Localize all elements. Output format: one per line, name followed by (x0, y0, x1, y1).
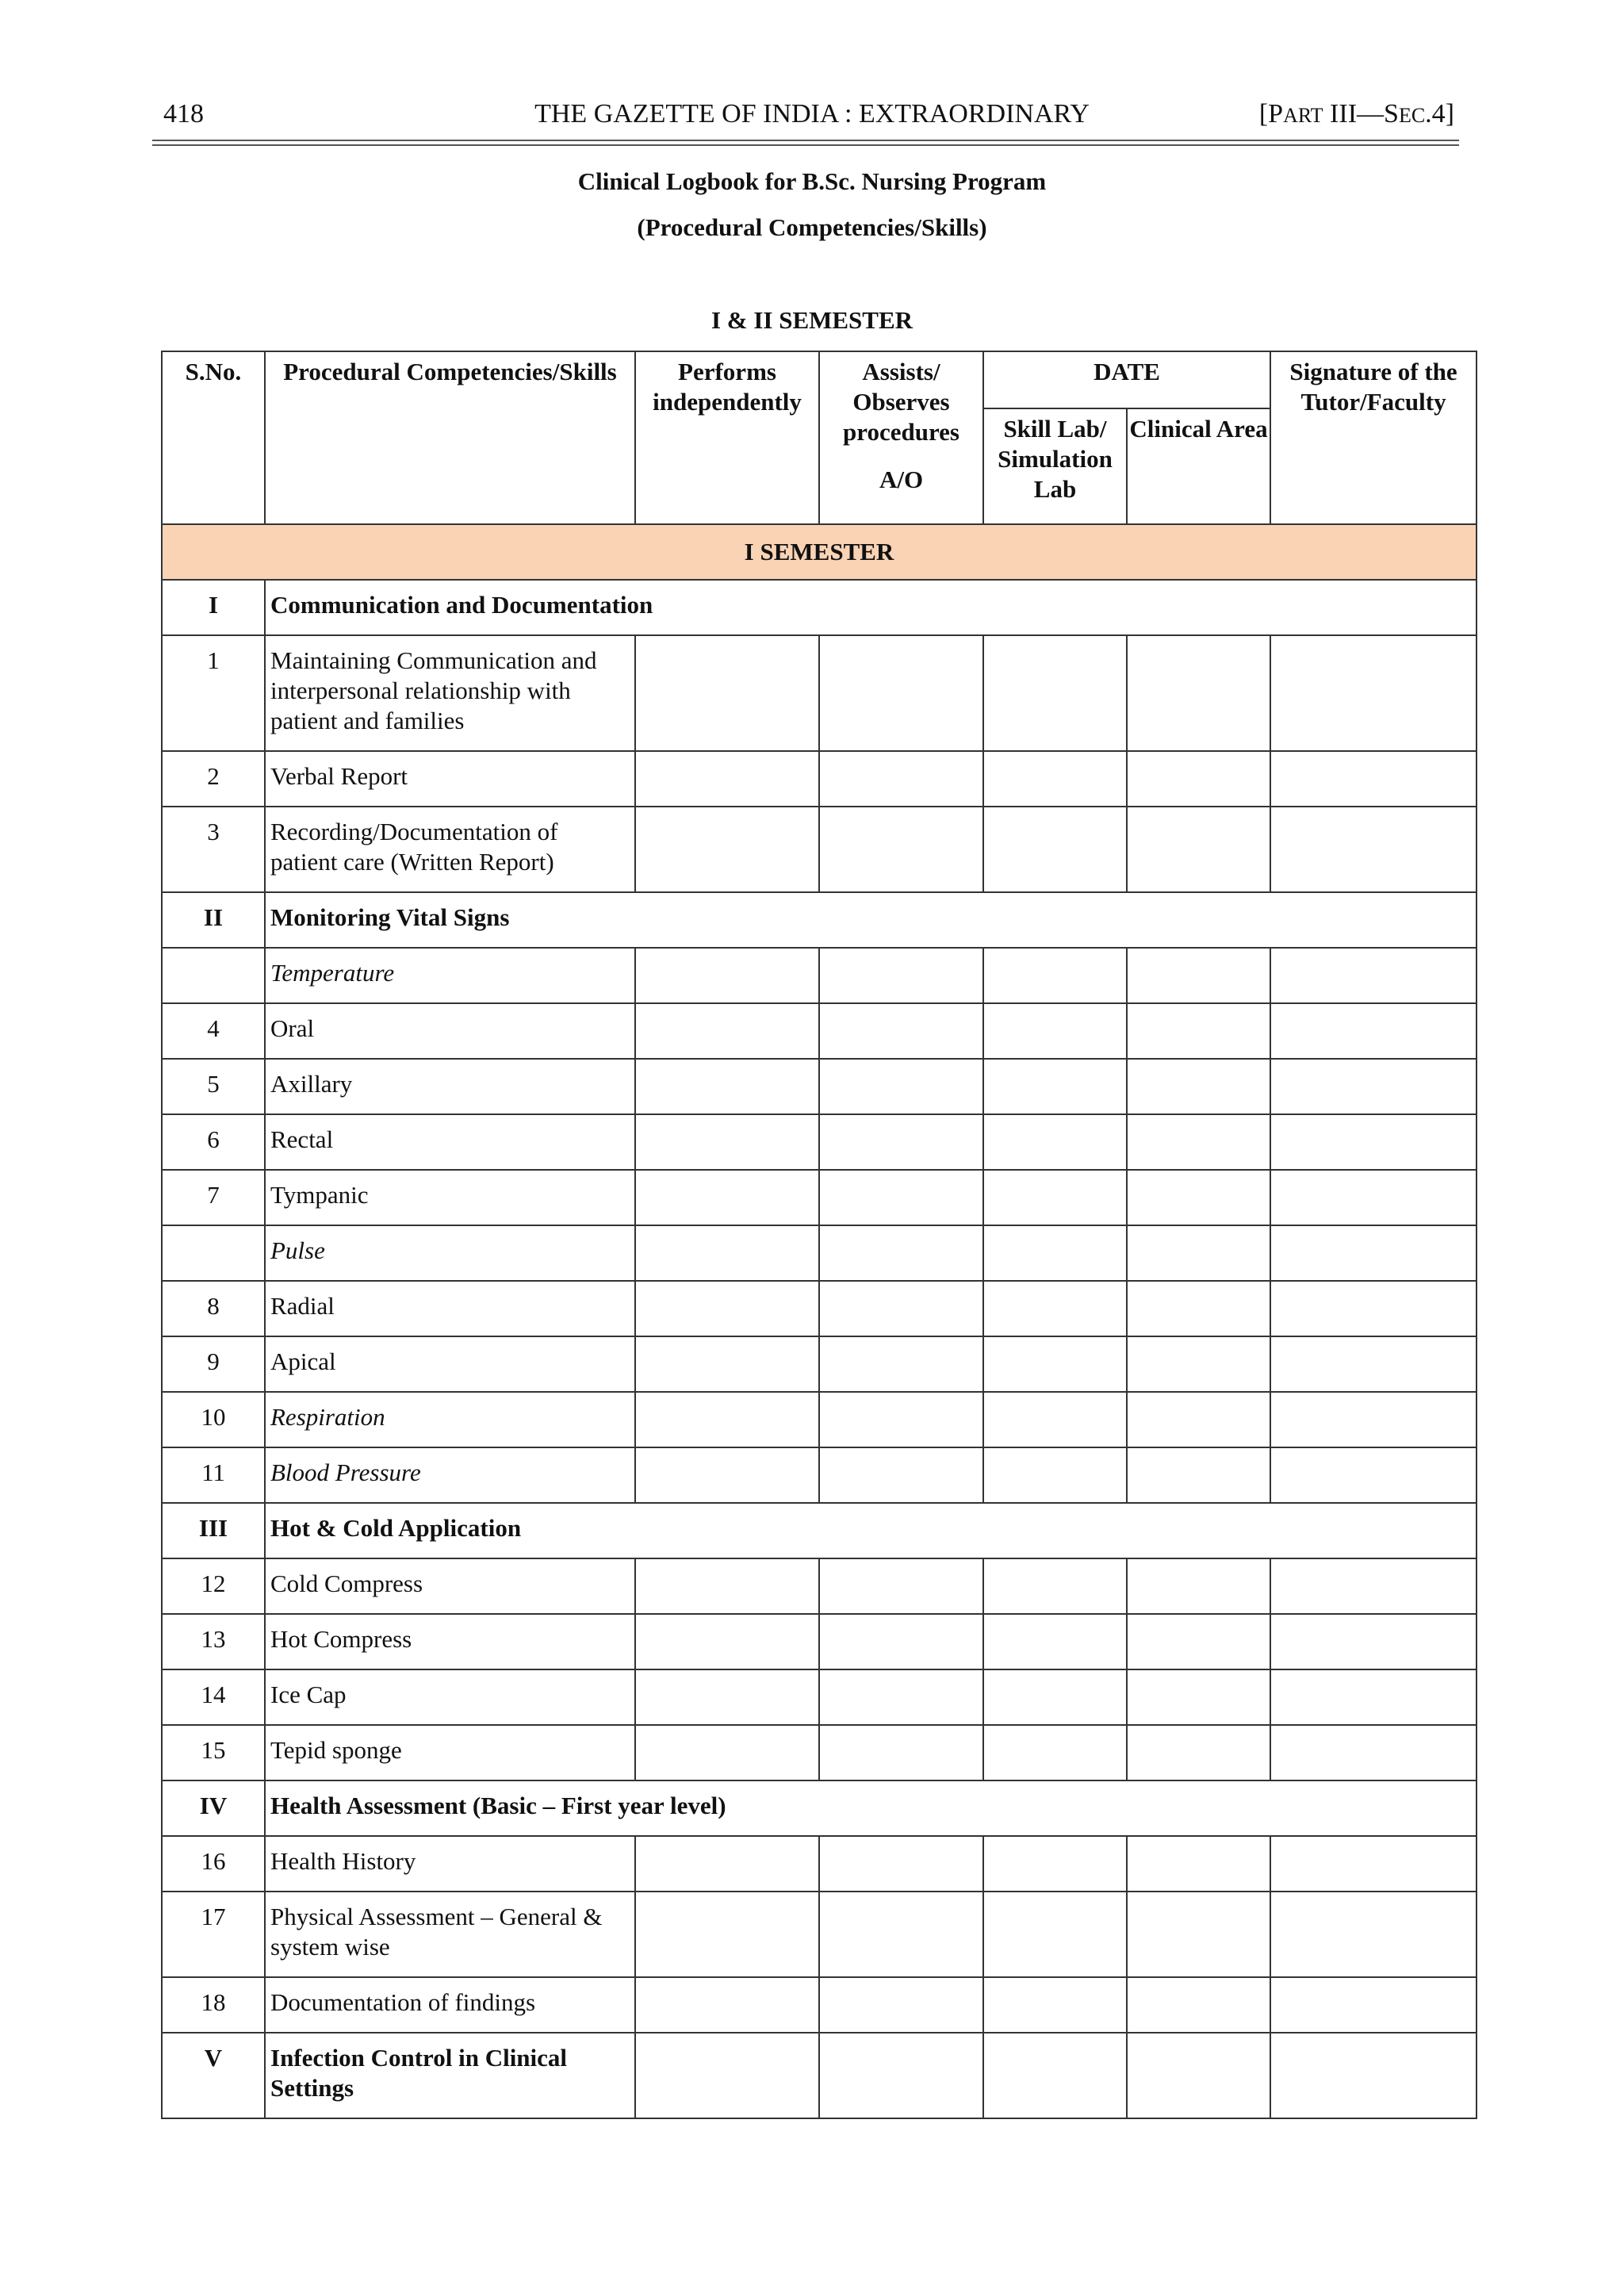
skill-label: Blood Pressure (265, 1447, 635, 1503)
performs-cell[interactable] (635, 948, 819, 1003)
signature-cell[interactable] (1270, 1725, 1477, 1780)
clinical-area-date-cell[interactable] (1127, 1669, 1270, 1725)
skill-row (162, 1392, 1477, 1447)
assists-cell[interactable] (819, 1059, 983, 1114)
assists-cell[interactable] (819, 1558, 983, 1614)
row-sno: 8 (162, 1281, 265, 1336)
skill-label: Apical (265, 1336, 635, 1392)
performs-cell[interactable] (635, 1225, 819, 1281)
assists-cell[interactable] (819, 1281, 983, 1336)
signature-cell[interactable] (1270, 1614, 1477, 1669)
skill-lab-date-cell[interactable] (983, 1614, 1127, 1669)
skill-lab-date-cell[interactable] (983, 1114, 1127, 1170)
row-sno: 7 (162, 1170, 265, 1225)
assists-cell[interactable] (819, 1336, 983, 1392)
section-row (162, 580, 1477, 635)
row-sno: 13 (162, 1614, 265, 1669)
skill-row (162, 948, 1477, 1003)
section-row (162, 1503, 1477, 1558)
clinical-area-date-cell[interactable] (1127, 2033, 1270, 2118)
section-row (162, 892, 1477, 948)
signature-cell[interactable] (1270, 635, 1477, 751)
skill-label: Radial (265, 1281, 635, 1336)
clinical-area-date-cell[interactable] (1127, 1392, 1270, 1447)
skill-lab-date-cell[interactable] (983, 948, 1127, 1003)
performs-cell[interactable] (635, 2033, 819, 2118)
page-number: 418 (163, 99, 204, 128)
skill-row (162, 1281, 1477, 1336)
skill-lab-date-cell[interactable] (983, 1281, 1127, 1336)
skill-label: Hot Compress (265, 1614, 635, 1669)
performs-cell[interactable] (635, 1558, 819, 1614)
section-label: Infection Control in Clinical Settings (265, 2033, 635, 2118)
skill-lab-date-cell[interactable] (983, 1003, 1127, 1059)
performs-cell[interactable] (635, 1977, 819, 2033)
skill-row (162, 1170, 1477, 1225)
header-performs-independently: Performs independently (635, 351, 819, 524)
section-label: Monitoring Vital Signs (265, 892, 1477, 948)
skill-lab-date-cell[interactable] (983, 1836, 1127, 1892)
performs-cell[interactable] (635, 1614, 819, 1669)
skill-row (162, 1336, 1477, 1392)
skill-row (162, 1558, 1477, 1614)
clinical-area-date-cell[interactable] (1127, 807, 1270, 892)
skill-row (162, 751, 1477, 807)
header-skill: Procedural Competencies/Skills (265, 351, 635, 524)
skill-label: Verbal Report (265, 751, 635, 807)
row-sno: 17 (162, 1892, 265, 1977)
row-sno: 1 (162, 635, 265, 751)
skill-lab-date-cell[interactable] (983, 1892, 1127, 1977)
skill-row (162, 1114, 1477, 1170)
signature-cell[interactable] (1270, 1836, 1477, 1892)
skill-lab-date-cell[interactable] (983, 751, 1127, 807)
performs-cell[interactable] (635, 1725, 819, 1780)
assists-cell[interactable] (819, 948, 983, 1003)
signature-cell[interactable] (1270, 1336, 1477, 1392)
row-sno: 10 (162, 1392, 265, 1447)
logbook-body (162, 524, 1477, 2118)
part-section-label: [PART III—SEC.4] (1258, 99, 1454, 128)
clinical-area-date-cell[interactable] (1127, 635, 1270, 751)
row-sno: 4 (162, 1003, 265, 1059)
skill-label: Maintaining Communication and interpersonal relationship with patient and families (265, 635, 635, 751)
skill-label: Recording/Documentation of patient care (Written Report) (265, 807, 635, 892)
clinical-area-date-cell[interactable] (1127, 1114, 1270, 1170)
signature-cell[interactable] (1270, 2033, 1477, 2118)
skill-lab-date-cell[interactable] (983, 1977, 1127, 2033)
performs-cell[interactable] (635, 635, 819, 751)
skill-lab-date-cell[interactable] (983, 1059, 1127, 1114)
document-subtitle: (Procedural Competencies/Skills) (637, 213, 987, 241)
performs-cell[interactable] (635, 1059, 819, 1114)
signature-cell[interactable] (1270, 1892, 1477, 1977)
clinical-area-date-cell[interactable] (1127, 1558, 1270, 1614)
assists-cell[interactable] (819, 1392, 983, 1447)
clinical-area-date-cell[interactable] (1127, 1836, 1270, 1892)
signature-cell[interactable] (1270, 1003, 1477, 1059)
skill-label: Cold Compress (265, 1558, 635, 1614)
row-sno: I (162, 580, 265, 635)
clinical-area-date-cell[interactable] (1127, 1059, 1270, 1114)
skill-row (162, 1003, 1477, 1059)
performs-cell[interactable] (635, 1392, 819, 1447)
assists-cell[interactable] (819, 1669, 983, 1725)
signature-cell[interactable] (1270, 1392, 1477, 1447)
signature-cell[interactable] (1270, 1558, 1477, 1614)
row-sno: 12 (162, 1558, 265, 1614)
skill-lab-date-cell[interactable] (983, 2033, 1127, 2118)
assists-cell[interactable] (819, 1170, 983, 1225)
row-sno: 15 (162, 1725, 265, 1780)
row-sno: 14 (162, 1669, 265, 1725)
logbook-table (161, 351, 1477, 2119)
skill-row (162, 635, 1477, 751)
skill-lab-date-cell[interactable] (983, 1336, 1127, 1392)
performs-cell[interactable] (635, 1447, 819, 1503)
skill-row (162, 1892, 1477, 1977)
skill-row (162, 1225, 1477, 1281)
signature-cell[interactable] (1270, 751, 1477, 807)
clinical-area-date-cell[interactable] (1127, 1447, 1270, 1503)
clinical-area-date-cell[interactable] (1127, 1003, 1270, 1059)
clinical-area-date-cell[interactable] (1127, 1170, 1270, 1225)
assists-cell[interactable] (819, 1003, 983, 1059)
skill-lab-date-cell[interactable] (983, 807, 1127, 892)
skill-label: Tepid sponge (265, 1725, 635, 1780)
clinical-area-date-cell[interactable] (1127, 751, 1270, 807)
row-sno: 18 (162, 1977, 265, 2033)
skill-row (162, 1059, 1477, 1114)
header-sno: S.No. (162, 351, 265, 524)
skill-label: Temperature (265, 948, 635, 1003)
skill-row (162, 1725, 1477, 1780)
semester-row-label: I SEMESTER (162, 524, 1477, 580)
skill-row (162, 1977, 1477, 2033)
section-label: Hot & Cold Application (265, 1503, 1477, 1558)
assists-cell[interactable] (819, 751, 983, 807)
assists-cell[interactable] (819, 1725, 983, 1780)
section-label: Communication and Documentation (265, 580, 1477, 635)
row-sno: 3 (162, 807, 265, 892)
signature-cell[interactable] (1270, 1447, 1477, 1503)
clinical-area-date-cell[interactable] (1127, 1892, 1270, 1977)
header-skill-lab: Skill Lab/ Simulation Lab (983, 408, 1127, 524)
skill-label: Axillary (265, 1059, 635, 1114)
performs-cell[interactable] (635, 1836, 819, 1892)
performs-cell[interactable] (635, 1281, 819, 1336)
skill-lab-date-cell[interactable] (983, 1725, 1127, 1780)
skill-row (162, 1669, 1477, 1725)
assists-cell[interactable] (819, 1892, 983, 1977)
semester-heading: I & II SEMESTER (710, 306, 914, 334)
skill-label: Ice Cap (265, 1669, 635, 1725)
clinical-area-date-cell[interactable] (1127, 1614, 1270, 1669)
signature-cell[interactable] (1270, 1170, 1477, 1225)
clinical-area-date-cell[interactable] (1127, 1336, 1270, 1392)
clinical-area-date-cell[interactable] (1127, 1725, 1270, 1780)
skill-lab-date-cell[interactable] (983, 1225, 1127, 1281)
skill-lab-date-cell[interactable] (983, 1170, 1127, 1225)
skill-lab-date-cell[interactable] (983, 1447, 1127, 1503)
signature-cell[interactable] (1270, 1225, 1477, 1281)
signature-cell[interactable] (1270, 948, 1477, 1003)
header-rule-top (152, 140, 1459, 141)
signature-cell[interactable] (1270, 807, 1477, 892)
header-clinical-area: Clinical Area (1127, 408, 1270, 524)
signature-cell[interactable] (1270, 1059, 1477, 1114)
performs-cell[interactable] (635, 1892, 819, 1977)
signature-cell[interactable] (1270, 1281, 1477, 1336)
skill-lab-date-cell[interactable] (983, 1669, 1127, 1725)
row-sno: 2 (162, 751, 265, 807)
skill-label: Pulse (265, 1225, 635, 1281)
assists-cell[interactable] (819, 635, 983, 751)
skill-label: Rectal (265, 1114, 635, 1170)
row-sno: 5 (162, 1059, 265, 1114)
skill-label: Oral (265, 1003, 635, 1059)
document-title: Clinical Logbook for B.Sc. Nursing Program (577, 167, 1047, 195)
assists-cell[interactable] (819, 1614, 983, 1669)
header-signature: Signature of the Tutor/Faculty (1270, 351, 1477, 524)
skill-row (162, 807, 1477, 892)
performs-cell[interactable] (635, 1170, 819, 1225)
assists-cell[interactable] (819, 1225, 983, 1281)
skill-lab-date-cell[interactable] (983, 1558, 1127, 1614)
skill-label: Physical Assessment – General & system wise (265, 1892, 635, 1977)
skill-row (162, 1447, 1477, 1503)
row-sno: III (162, 1503, 265, 1558)
skill-lab-date-cell[interactable] (983, 1392, 1127, 1447)
section-row (162, 1780, 1477, 1836)
performs-cell[interactable] (635, 1114, 819, 1170)
signature-cell[interactable] (1270, 1977, 1477, 2033)
row-sno: 16 (162, 1836, 265, 1892)
gazette-title: THE GAZETTE OF INDIA : EXTRAORDINARY (534, 99, 1090, 128)
performs-cell[interactable] (635, 807, 819, 892)
assists-cell[interactable] (819, 1977, 983, 2033)
row-sno: 11 (162, 1447, 265, 1503)
skill-lab-date-cell[interactable] (983, 635, 1127, 751)
header-date: DATE (983, 351, 1270, 408)
row-sno (162, 948, 265, 1003)
skill-label: Documentation of findings (265, 1977, 635, 2033)
skill-label: Health History (265, 1836, 635, 1892)
row-sno: 9 (162, 1336, 265, 1392)
row-sno: II (162, 892, 265, 948)
assists-cell[interactable] (819, 1447, 983, 1503)
skill-label: Respiration (265, 1392, 635, 1447)
assists-cell[interactable] (819, 1836, 983, 1892)
row-sno: IV (162, 1780, 265, 1836)
row-sno (162, 1225, 265, 1281)
assists-cell[interactable] (819, 2033, 983, 2118)
skill-row (162, 1836, 1477, 1892)
clinical-area-date-cell[interactable] (1127, 948, 1270, 1003)
performs-cell[interactable] (635, 751, 819, 807)
performs-cell[interactable] (635, 1003, 819, 1059)
assists-cell[interactable] (819, 1114, 983, 1170)
assists-cell[interactable] (819, 807, 983, 892)
signature-cell[interactable] (1270, 1114, 1477, 1170)
performs-cell[interactable] (635, 1669, 819, 1725)
semester-row (162, 524, 1477, 580)
signature-cell[interactable] (1270, 1669, 1477, 1725)
section-label: Health Assessment (Basic – First year level) (265, 1780, 1477, 1836)
header-assists-observes: Assists/ Observes procedures A/O (819, 351, 983, 524)
header-rule-bottom (152, 144, 1459, 146)
section-row (162, 2033, 1477, 2118)
skill-row (162, 1614, 1477, 1669)
row-sno: 6 (162, 1114, 265, 1170)
clinical-area-date-cell[interactable] (1127, 1281, 1270, 1336)
clinical-area-date-cell[interactable] (1127, 1977, 1270, 2033)
performs-cell[interactable] (635, 1336, 819, 1392)
skill-label: Tympanic (265, 1170, 635, 1225)
row-sno: V (162, 2033, 265, 2118)
clinical-area-date-cell[interactable] (1127, 1225, 1270, 1281)
